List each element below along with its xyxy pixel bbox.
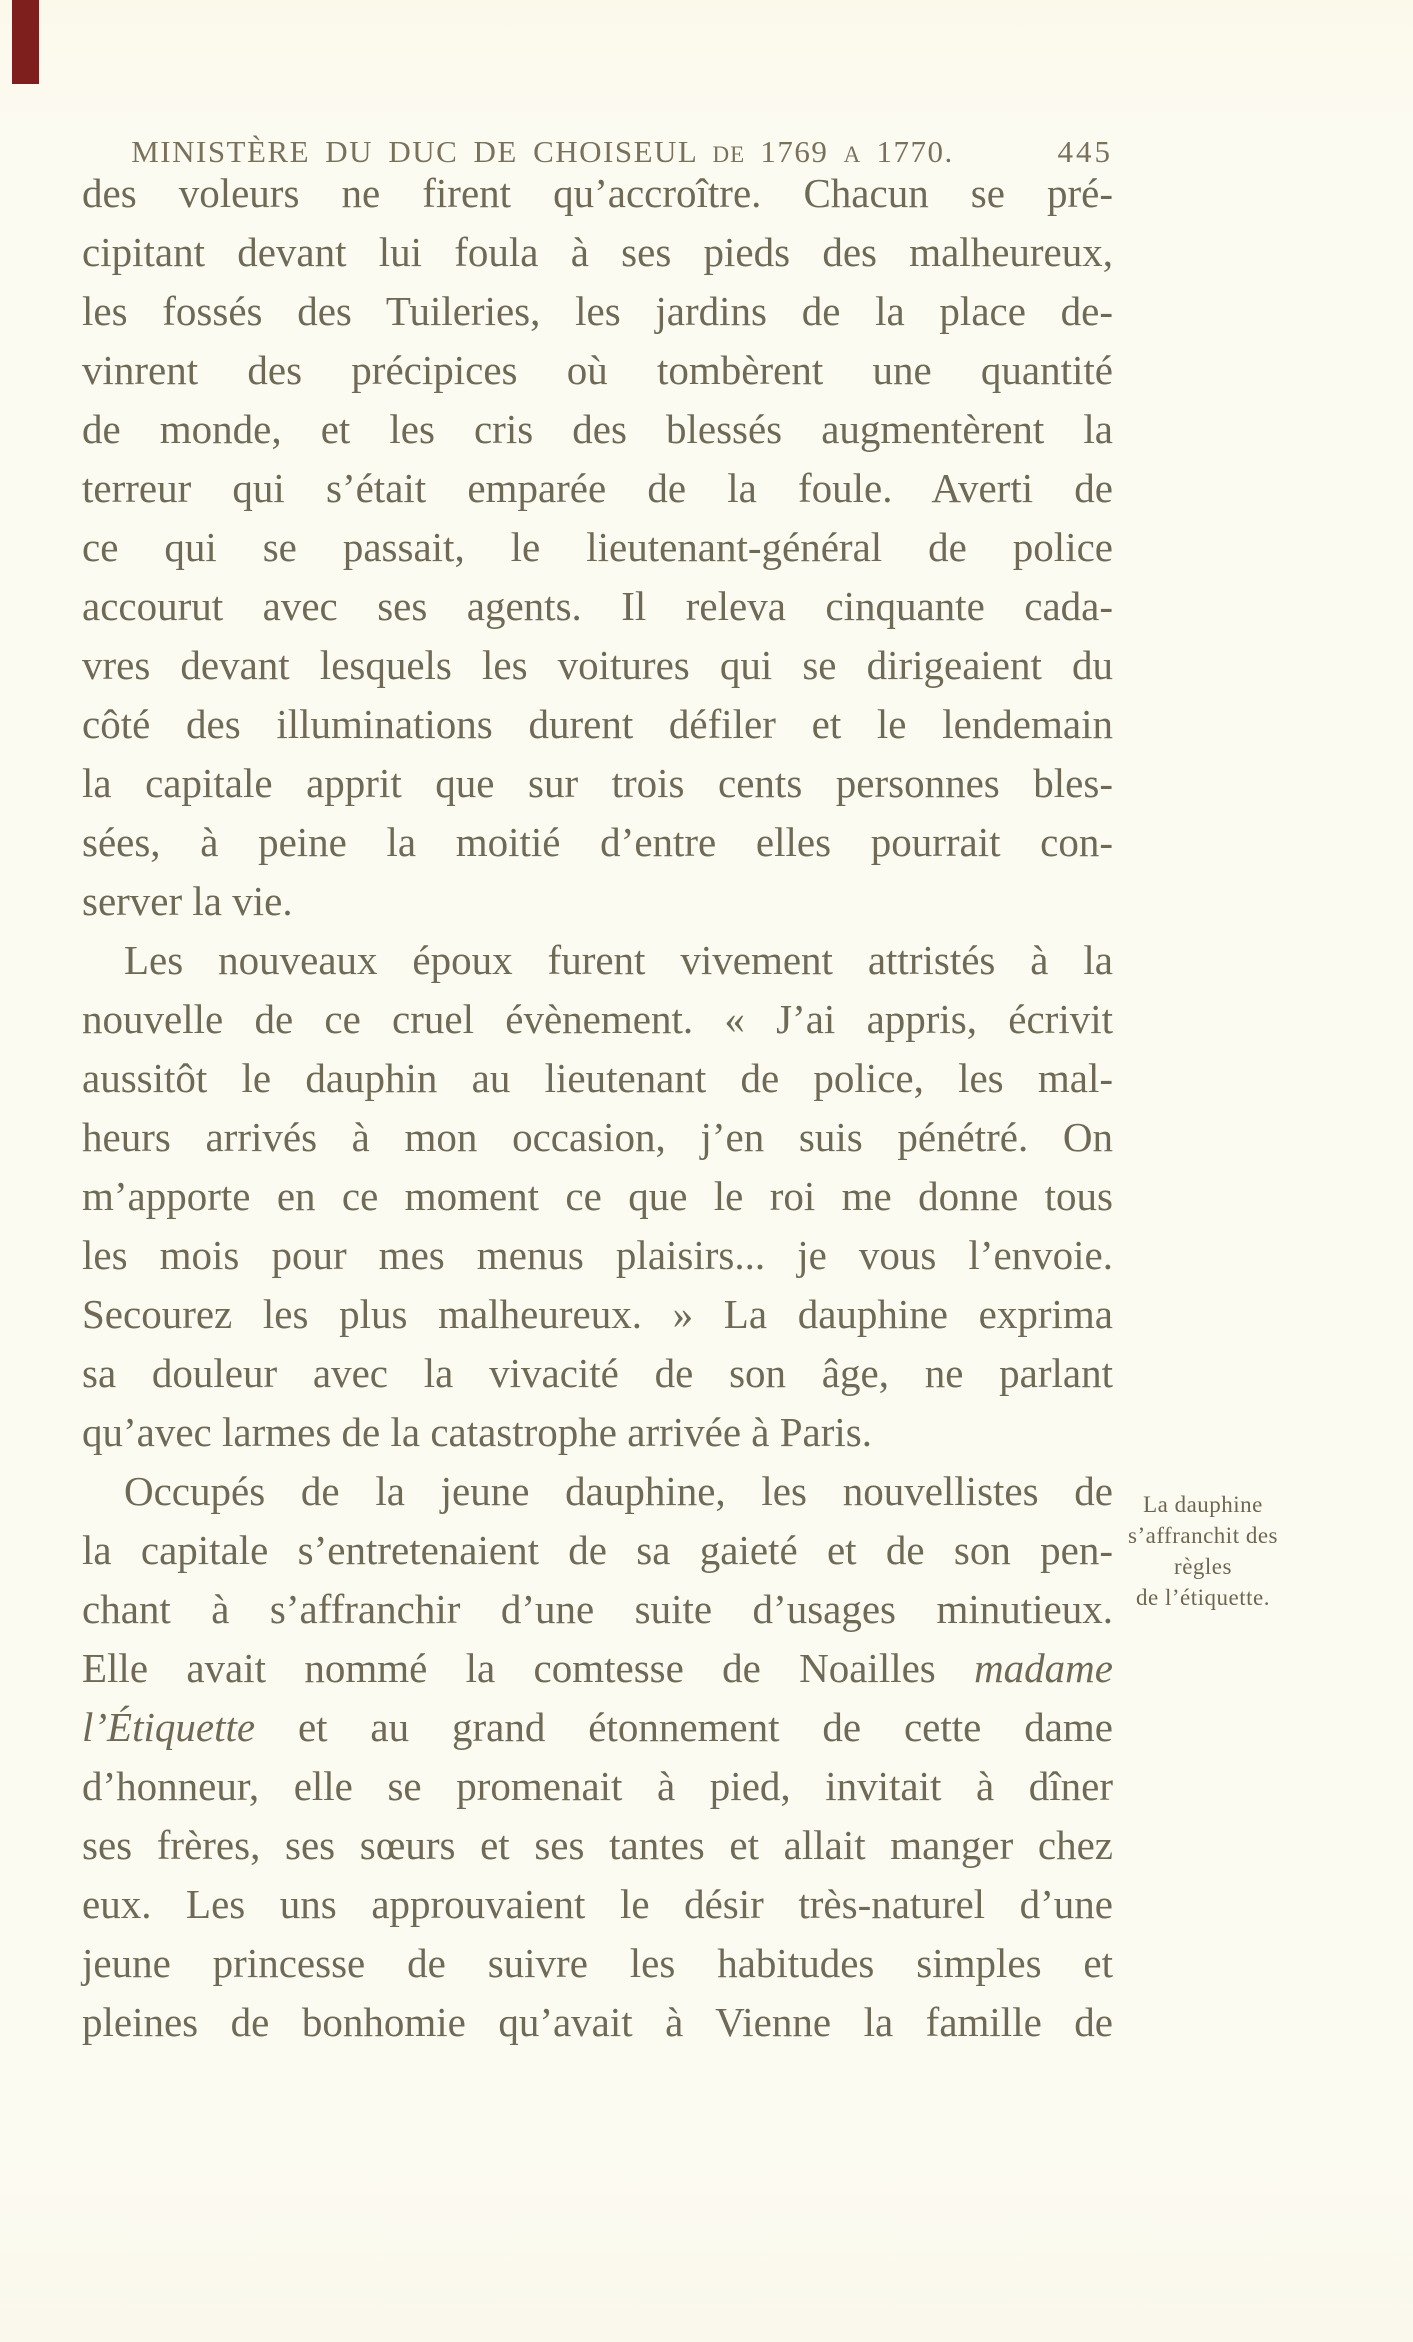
paragraph — [82, 1462, 1113, 2052]
body-text — [82, 164, 1113, 2052]
header-connector-a: A — [843, 142, 862, 167]
text-line: la capitale s’entretenaient de sa gaieté et de son pen- — [82, 1527, 1113, 1573]
text-line: des voleurs ne firent qu’accroître. Chacun se pré- — [82, 170, 1113, 216]
margin-note-line: s’affranchit des — [1128, 1523, 1278, 1548]
header-title-main: MINISTÈRE DU DUC DE CHOISEUL — [131, 134, 698, 169]
text-line: Secourez les plus malheureux. » La dauphine exprima — [82, 1291, 1113, 1337]
text-line: jeune princesse de suivre les habitudes simples et — [82, 1940, 1113, 1986]
margin-note-line: règles — [1174, 1554, 1232, 1579]
text-line: de monde, et les cris des blessés augmentèrent la — [82, 406, 1113, 452]
text-line: côté des illuminations durent défiler et le lendemain — [82, 701, 1113, 747]
text-line: terreur qui s’était emparée de la foule. Averti de — [82, 465, 1113, 511]
margin-note-line: La dauphine — [1143, 1492, 1263, 1517]
text-line: heurs arrivés à mon occasion, j’en suis pénétré. On — [82, 1114, 1113, 1160]
text-line: pleines de bonhomie qu’avait à Vienne la famille de — [82, 1999, 1113, 2045]
text-line: accourut avec ses agents. Il releva cinquante cada- — [82, 583, 1113, 629]
text-line: m’apporte en ce moment ce que le roi me donne tous — [82, 1173, 1113, 1219]
text-line: vinrent des précipices où tombèrent une quantité — [82, 347, 1113, 393]
text-line: vres devant lesquels les voitures qui se dirigeaient du — [82, 642, 1113, 688]
header-year-to: 1770. — [876, 134, 954, 169]
header-year-from: 1769 — [760, 134, 829, 169]
text-line: nouvelle de ce cruel évènement. « J’ai appris, écrivit — [82, 996, 1113, 1042]
margin-note — [1108, 1489, 1298, 1613]
text-line: d’honneur, elle se promenait à pied, invitait à dîner — [82, 1763, 1113, 1809]
text-line: la capitale apprit que sur trois cents personnes bles- — [82, 760, 1113, 806]
text-line: ce qui se passait, le lieutenant-général de police — [82, 524, 1113, 570]
text-line: les fossés des Tuileries, les jardins de la place de- — [82, 288, 1113, 334]
margin-note-line: de l’étiquette. — [1136, 1585, 1270, 1610]
text-line: sées, à peine la moitié d’entre elles pourrait con- — [82, 819, 1113, 865]
text-line: sa douleur avec la vivacité de son âge, ne parlant — [82, 1350, 1113, 1396]
text-line: Les nouveaux époux furent vivement attristés à la — [124, 937, 1113, 983]
paragraph — [82, 931, 1113, 1462]
text-line: Elle avait nommé la comtesse de Noailles madame — [82, 1645, 1113, 1691]
red-bookmark-mark — [12, 0, 39, 84]
paragraph — [82, 164, 1113, 931]
text-line: aussitôt le dauphin au lieutenant de police, les mal- — [82, 1055, 1113, 1101]
header-connector-de: DE — [712, 142, 746, 167]
text-line: chant à s’affranchir d’une suite d’usages minutieux. — [82, 1586, 1113, 1632]
text-line: les mois pour mes menus plaisirs... je vous l’envoie. — [82, 1232, 1113, 1278]
text-line: l’Étiquette et au grand étonnement de cette dame — [82, 1704, 1113, 1750]
text-line: eux. Les uns approuvaient le désir très-naturel d’une — [82, 1881, 1113, 1927]
text-line: qu’avec larmes de la catastrophe arrivée à Paris. — [82, 1409, 872, 1455]
text-line: server la vie. — [82, 878, 293, 924]
text-line: ses frères, ses sœurs et ses tantes et allait manger chez — [82, 1822, 1113, 1868]
text-line: cipitant devant lui foula à ses pieds des malheureux, — [82, 229, 1113, 275]
text-line: Occupés de la jeune dauphine, les nouvellistes de — [124, 1468, 1113, 1514]
page-number: 445 — [1057, 134, 1113, 169]
